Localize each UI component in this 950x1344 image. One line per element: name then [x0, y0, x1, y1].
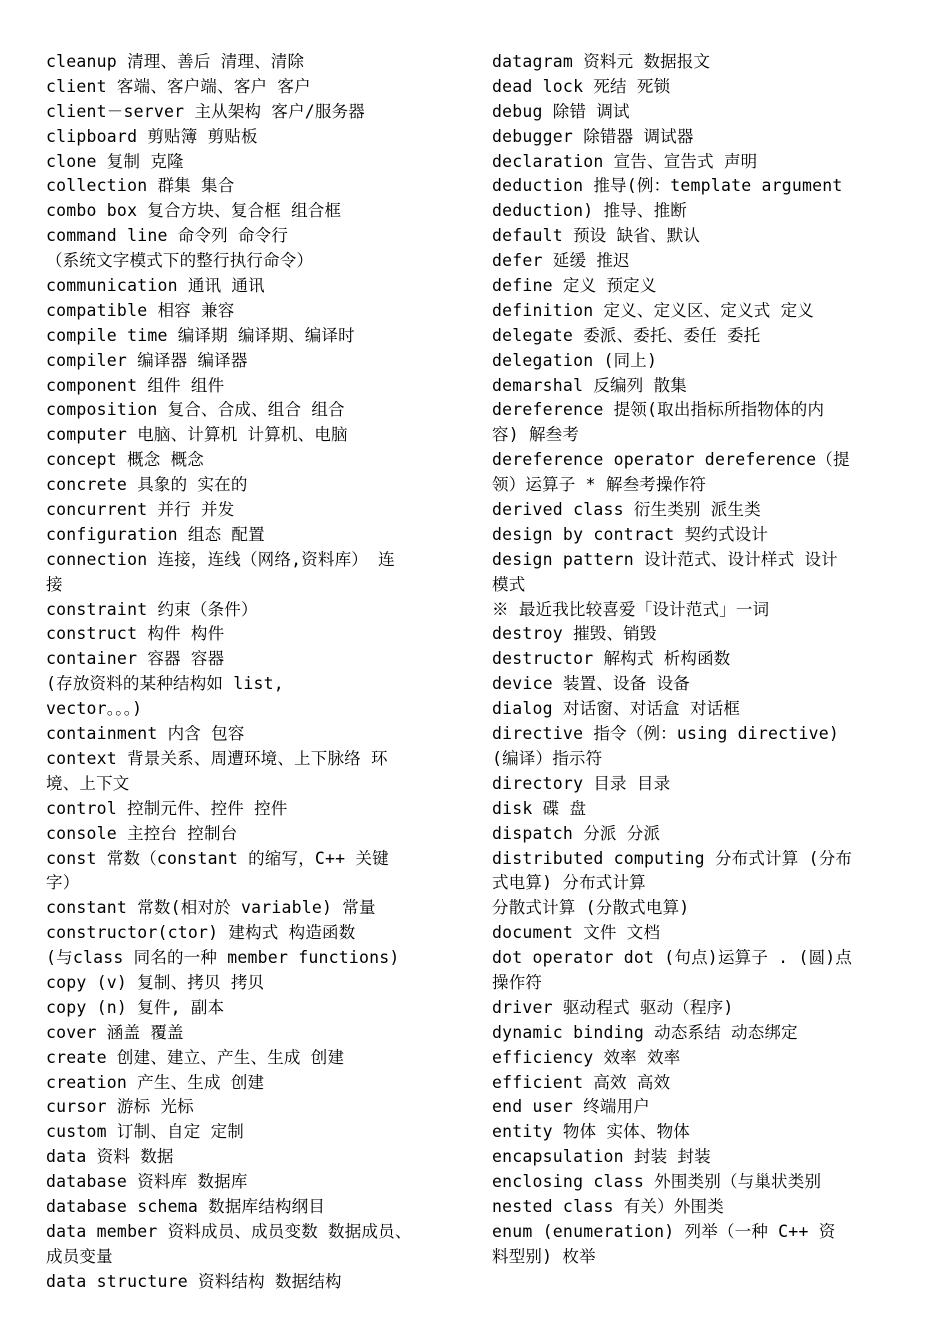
glossary-line: concrete 具象的 实在的 [46, 475, 248, 495]
glossary-line: (存放资料的某种结构如 list, [46, 674, 284, 694]
right-column [492, 50, 912, 1270]
glossary-line: 字） [46, 873, 80, 893]
glossary-line: compiler 编译器 编译器 [46, 350, 248, 370]
glossary-line: 分散式计算 (分散式电算) [492, 898, 690, 918]
glossary-line: construct 构件 构件 [46, 624, 225, 644]
glossary-line: data member 资料成员、成员变数 数据成员、 [46, 1221, 412, 1241]
glossary-line: defer 延缓 推迟 [492, 251, 630, 271]
glossary-line: 操作符 [492, 972, 543, 992]
glossary-line: database 资料库 数据库 [46, 1172, 248, 1192]
glossary-line: debug 除错 调试 [492, 101, 630, 121]
glossary-line: efficient 高效 高效 [492, 1072, 671, 1092]
glossary-line: distributed computing 分布式计算 (分布 [492, 848, 853, 868]
glossary-line: cursor 游标 光标 [46, 1097, 194, 1117]
glossary-line: configuration 组态 配置 [46, 524, 265, 544]
glossary-line: entity 物体 实体、物体 [492, 1122, 690, 1142]
glossary-line: data structure 资料结构 数据结构 [46, 1271, 342, 1291]
glossary-line: constraint 约束（条件） [46, 599, 258, 619]
glossary-line: dead lock 死结 死锁 [492, 76, 671, 96]
glossary-line: compile time 编译期 编译期、编译时 [46, 325, 355, 345]
glossary-line: dispatch 分派 分派 [492, 823, 661, 843]
glossary-line: 容) 解叁考 [492, 425, 580, 445]
glossary-line: destroy 摧毁、销毁 [492, 624, 657, 644]
glossary-line: （系统文字模式下的整行执行命令） [46, 251, 314, 271]
glossary-line: disk 碟 盘 [492, 798, 587, 818]
glossary-line: containment 内含 包容 [46, 724, 245, 744]
glossary-line: control 控制元件、控件 控件 [46, 798, 288, 818]
glossary-line: define 定义 预定义 [492, 276, 657, 296]
glossary-line: design pattern 设计范式、设计样式 设计 [492, 549, 838, 569]
glossary-line: nested class 有关）外围类 [492, 1196, 724, 1216]
glossary-line: context 背景关系、周遭环境、上下脉络 环 [46, 748, 388, 768]
glossary-line: dereference 提领(取出指标所指物体的内 [492, 400, 825, 420]
glossary-line: 模式 [492, 574, 526, 594]
glossary-line: directive 指令（例：using directive) [492, 724, 839, 744]
glossary-line: database schema 数据库结构纲目 [46, 1196, 326, 1216]
glossary-line: 成员变量 [46, 1246, 113, 1266]
glossary-line: 式电算) 分布式计算 [492, 873, 646, 893]
glossary-line: encapsulation 封装 封装 [492, 1147, 711, 1167]
glossary-line: device 装置、设备 设备 [492, 674, 690, 694]
glossary-line: destructor 解构式 析构函数 [492, 649, 731, 669]
glossary-line: constructor(ctor) 建构式 构造函数 [46, 923, 356, 943]
glossary-line: compatible 相容 兼容 [46, 300, 235, 320]
glossary-line: computer 电脑、计算机 计算机、电脑 [46, 425, 348, 445]
glossary-line: end user 终端用户 [492, 1097, 651, 1117]
glossary-line: delegation (同上) [492, 350, 658, 370]
glossary-line: design by contract 契约式设计 [492, 524, 769, 544]
glossary-line: copy (n) 复件, 副本 [46, 997, 225, 1017]
glossary-line: composition 复合、合成、组合 组合 [46, 400, 345, 420]
glossary-line: (与class 同名的一种 member functions) [46, 948, 400, 968]
glossary-line: 境、上下文 [46, 773, 130, 793]
glossary-line: enum (enumeration) 列举（一种 C++ 资 [492, 1221, 836, 1241]
glossary-line: client－server 主从架构 客户/服务器 [46, 101, 366, 121]
glossary-line: creation 产生、生成 创建 [46, 1072, 265, 1092]
glossary-line: component 组件 组件 [46, 375, 225, 395]
glossary-line: concurrent 并行 并发 [46, 500, 235, 520]
glossary-line: definition 定义、定义区、定义式 定义 [492, 300, 815, 320]
glossary-line: connection 连接，连线（网络,资料库） 连 [46, 549, 395, 569]
glossary-line: efficiency 效率 效率 [492, 1047, 681, 1067]
glossary-line: dynamic binding 动态系结 动态绑定 [492, 1022, 798, 1042]
glossary-line: deduction) 推导、推断 [492, 201, 687, 221]
glossary-line: container 容器 容器 [46, 649, 225, 669]
glossary-line: derived class 衍生类别 派生类 [492, 500, 761, 520]
glossary-line: cleanup 清理、善后 清理、清除 [46, 52, 305, 71]
glossary-line: custom 订制、自定 定制 [46, 1122, 244, 1142]
glossary-line: dereference operator dereference（提 [492, 450, 850, 470]
glossary-line: command line 命令列 命令行 [46, 226, 289, 246]
glossary-line: communication 通讯 通讯 [46, 276, 265, 296]
glossary-line: clipboard 剪贴簿 剪贴板 [46, 126, 258, 146]
glossary-line: default 预设 缺省、默认 [492, 226, 701, 246]
glossary-line: data 资料 数据 [46, 1147, 174, 1167]
glossary-line: directory 目录 目录 [492, 773, 671, 793]
glossary-line: debugger 除错器 调试器 [492, 126, 694, 146]
left-column [46, 50, 474, 1295]
glossary-line: 领）运算子 * 解叁考操作符 [492, 475, 707, 495]
glossary-line: dialog 对话窗、对话盒 对话框 [492, 699, 741, 719]
glossary-line: collection 群集 集合 [46, 176, 235, 196]
glossary-line: client 客端、客户端、客户 客户 [46, 76, 311, 96]
glossary-line: datagram 资料元 数据报文 [492, 52, 711, 71]
glossary-line: deduction 推导(例：template argument [492, 176, 843, 196]
glossary-line: const 常数（constant 的缩写，C++ 关键 [46, 848, 389, 868]
glossary-line: 料型别) 枚举 [492, 1246, 596, 1266]
glossary-line: declaration 宣告、宣告式 声明 [492, 151, 758, 171]
glossary-line: 接 [46, 574, 63, 594]
glossary-line: enclosing class 外围类别（与巢状类别 [492, 1172, 822, 1192]
glossary-line: delegate 委派、委托、委任 委托 [492, 325, 761, 345]
glossary-line: concept 概念 概念 [46, 450, 205, 470]
glossary-line: create 创建、建立、产生、生成 创建 [46, 1047, 345, 1067]
glossary-line: document 文件 文档 [492, 923, 661, 943]
glossary-line: constant 常数(相对於 variable) 常量 [46, 898, 376, 918]
glossary-line: combo box 复合方块、复合框 组合框 [46, 201, 342, 221]
glossary-line: clone 复制 克隆 [46, 151, 184, 171]
glossary-line: ※ 最近我比较喜爱「设计范式」一词 [492, 599, 770, 619]
glossary-line: driver 驱动程式 驱动（程序) [492, 997, 734, 1017]
glossary-line: dot operator dot (句点)运算子 . (圆)点 [492, 948, 853, 968]
glossary-line: vector。。。) [46, 699, 143, 719]
glossary-line: (编译）指示符 [492, 748, 603, 768]
glossary-line: console 主控台 控制台 [46, 823, 238, 843]
glossary-line: demarshal 反编列 散集 [492, 375, 687, 395]
glossary-line: cover 涵盖 覆盖 [46, 1022, 184, 1042]
glossary-line: copy (v) 复制、拷贝 拷贝 [46, 972, 265, 992]
